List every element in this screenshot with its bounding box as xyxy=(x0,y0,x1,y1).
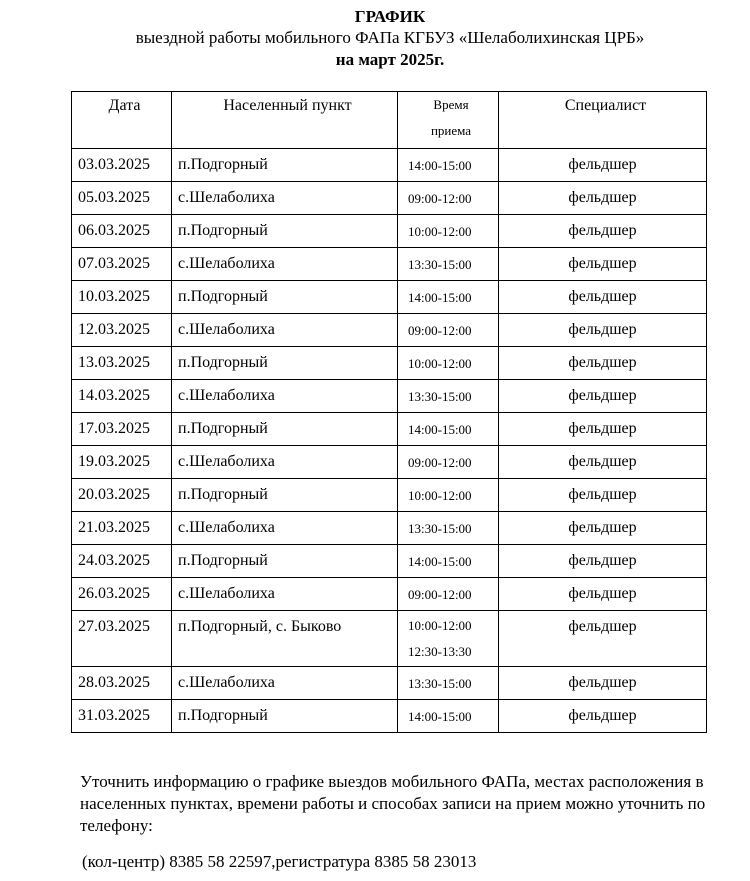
table-row xyxy=(72,248,707,281)
cell-date: 24.03.2025 xyxy=(72,545,172,578)
cell-place: с.Шелаболиха xyxy=(172,182,398,215)
table-row xyxy=(72,413,707,446)
cell-place: п.Подгорный xyxy=(172,347,398,380)
table-row xyxy=(72,611,707,667)
cell-place: с.Шелаболиха xyxy=(172,314,398,347)
cell-place: п.Подгорный xyxy=(172,545,398,578)
cell-time: 09:00-12:00 xyxy=(398,446,499,479)
cell-specialist: фельдшер xyxy=(499,700,707,733)
cell-specialist: фельдшер xyxy=(499,149,707,182)
document-header xyxy=(0,6,750,71)
cell-specialist: фельдшер xyxy=(499,215,707,248)
cell-time: 09:00-12:00 xyxy=(398,314,499,347)
cell-time: 10:00-12:00 xyxy=(398,347,499,380)
cell-specialist: фельдшер xyxy=(499,578,707,611)
table-row xyxy=(72,314,707,347)
cell-time xyxy=(398,611,499,667)
table-row xyxy=(72,545,707,578)
cell-time: 14:00-15:00 xyxy=(398,700,499,733)
cell-date: 13.03.2025 xyxy=(72,347,172,380)
column-header-time-line2: приема xyxy=(430,123,472,138)
cell-specialist: фельдшер xyxy=(499,281,707,314)
cell-date: 19.03.2025 xyxy=(72,446,172,479)
cell-place: п.Подгорный, с. Быково xyxy=(172,611,398,667)
cell-time: 14:00-15:00 xyxy=(398,545,499,578)
table-row xyxy=(72,347,707,380)
cell-time: 10:00-12:00 xyxy=(398,479,499,512)
column-header-place: Населенный пункт xyxy=(172,92,398,149)
document-period: на март 2025г. xyxy=(335,50,445,69)
cell-place: с.Шелаболиха xyxy=(172,446,398,479)
cell-place: п.Подгорный xyxy=(172,413,398,446)
cell-specialist: фельдшер xyxy=(499,512,707,545)
document-subtitle: выездной работы мобильного ФАПа КГБУЗ «Шелаболихинская ЦРБ» xyxy=(135,28,645,47)
document-title: ГРАФИК xyxy=(354,7,426,26)
column-header-time xyxy=(398,92,499,149)
cell-time: 14:00-15:00 xyxy=(398,281,499,314)
info-note: Уточнить информацию о графике выездов мобильного ФАПа, местах расположения в населенных пунктах, времени работы и способах записи на прием можно уточнить по телефону: xyxy=(80,772,706,835)
cell-date: 28.03.2025 xyxy=(72,667,172,700)
cell-date: 26.03.2025 xyxy=(72,578,172,611)
column-header-date: Дата xyxy=(72,92,172,149)
table-row xyxy=(72,215,707,248)
cell-time: 14:00-15:00 xyxy=(398,149,499,182)
cell-specialist: фельдшер xyxy=(499,314,707,347)
cell-time-line1: 10:00-12:00 xyxy=(408,618,472,633)
schedule-table xyxy=(71,91,707,733)
cell-place: с.Шелаболиха xyxy=(172,578,398,611)
cell-date: 17.03.2025 xyxy=(72,413,172,446)
cell-specialist: фельдшер xyxy=(499,479,707,512)
cell-place: п.Подгорный xyxy=(172,215,398,248)
table-row xyxy=(72,512,707,545)
cell-date: 05.03.2025 xyxy=(72,182,172,215)
cell-date: 06.03.2025 xyxy=(72,215,172,248)
cell-specialist: фельдшер xyxy=(499,182,707,215)
table-row xyxy=(72,380,707,413)
cell-specialist: фельдшер xyxy=(499,248,707,281)
cell-date: 14.03.2025 xyxy=(72,380,172,413)
cell-specialist: фельдшер xyxy=(499,413,707,446)
cell-date: 07.03.2025 xyxy=(72,248,172,281)
cell-place: п.Подгорный xyxy=(172,479,398,512)
cell-time: 09:00-12:00 xyxy=(398,182,499,215)
cell-time: 13:30-15:00 xyxy=(398,248,499,281)
cell-place: с.Шелаболиха xyxy=(172,667,398,700)
cell-time: 13:30-15:00 xyxy=(398,380,499,413)
cell-place: п.Подгорный xyxy=(172,281,398,314)
phone-numbers: (кол-центр) 8385 58 22597,регистратура 8385 58 23013 xyxy=(82,852,477,871)
cell-place: п.Подгорный xyxy=(172,149,398,182)
table-row xyxy=(72,446,707,479)
cell-date: 20.03.2025 xyxy=(72,479,172,512)
cell-specialist: фельдшер xyxy=(499,347,707,380)
cell-time: 14:00-15:00 xyxy=(398,413,499,446)
cell-specialist: фельдшер xyxy=(499,446,707,479)
cell-specialist: фельдшер xyxy=(499,611,707,667)
table-row xyxy=(72,479,707,512)
cell-time: 09:00-12:00 xyxy=(398,578,499,611)
cell-specialist: фельдшер xyxy=(499,380,707,413)
cell-specialist: фельдшер xyxy=(499,667,707,700)
cell-date: 10.03.2025 xyxy=(72,281,172,314)
cell-date: 27.03.2025 xyxy=(72,611,172,667)
table-row xyxy=(72,578,707,611)
cell-date: 03.03.2025 xyxy=(72,149,172,182)
cell-time-line2: 12:30-13:30 xyxy=(408,644,472,659)
table-row xyxy=(72,281,707,314)
table-row xyxy=(72,182,707,215)
cell-date: 31.03.2025 xyxy=(72,700,172,733)
cell-specialist: фельдшер xyxy=(499,545,707,578)
cell-time: 13:30-15:00 xyxy=(398,512,499,545)
table-row xyxy=(72,149,707,182)
table-header-row xyxy=(72,92,707,149)
column-header-specialist: Специалист xyxy=(499,92,707,149)
cell-place: п.Подгорный xyxy=(172,700,398,733)
cell-place: с.Шелаболиха xyxy=(172,248,398,281)
cell-place: с.Шелаболиха xyxy=(172,380,398,413)
cell-time: 13:30-15:00 xyxy=(398,667,499,700)
cell-time: 10:00-12:00 xyxy=(398,215,499,248)
cell-place: с.Шелаболиха xyxy=(172,512,398,545)
table-row xyxy=(72,667,707,700)
cell-date: 21.03.2025 xyxy=(72,512,172,545)
column-header-time-line1: Время xyxy=(433,97,469,112)
cell-date: 12.03.2025 xyxy=(72,314,172,347)
table-row xyxy=(72,700,707,733)
